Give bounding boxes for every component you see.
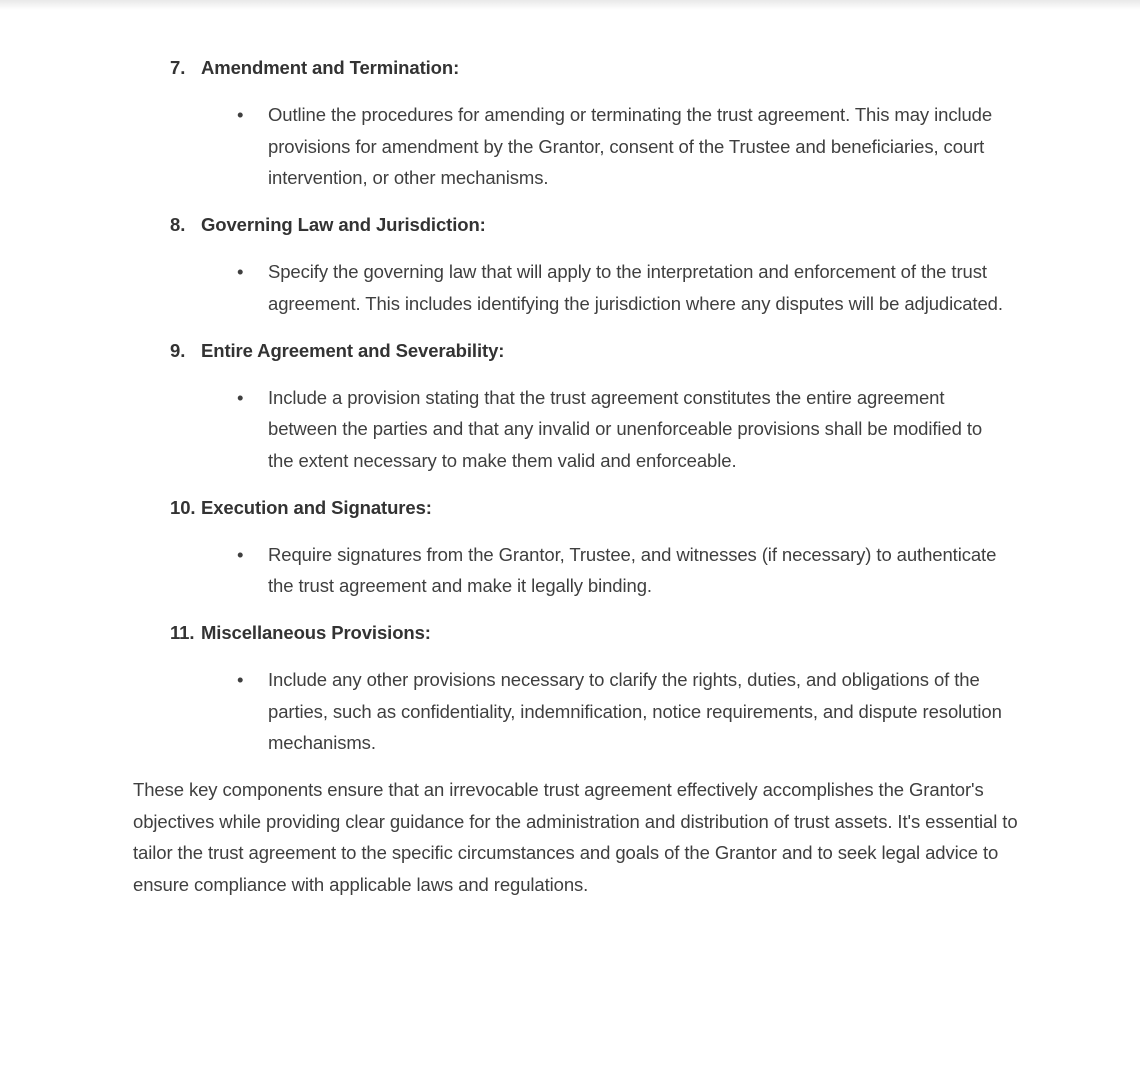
closing-paragraph: These key components ensure that an irrevocable trust agreement effectively accomplishes the Grantor's objectives while providing clear guidance for the administration and distribution of trust assets. It's essential to tailor the trust agreement to the specific circumstances and goals of the Grantor and to seek legal advice to ensure compliance with applicable laws and regulations. (133, 779, 1018, 895)
section-heading-text: Entire Agreement and Severability: (201, 339, 505, 361)
bullet-text: Require signatures from the Grantor, Trustee, and witnesses (if necessary) to authenticate the trust agreement and make it legally binding. (268, 543, 997, 596)
section-heading (170, 209, 1033, 241)
section-heading-text: Amendment and Termination: (201, 57, 460, 78)
bullet-icon: • (237, 669, 244, 690)
bullet-item (237, 539, 1033, 602)
list-section-11 (133, 617, 1033, 759)
bullet-text: Specify the governing law that will apply to the interpretation and enforcement of the trust agreement. This includes identifying the jurisdiction where any disputes will be adjudicated. (268, 261, 1003, 314)
section-heading-text: Execution and Signatures: (201, 496, 432, 518)
section-heading (170, 617, 1033, 649)
bullet-text: Include any other provisions necessary to clarify the rights, duties, and obligations of the parties, such as confidentiality, indemnification, notice requirements, and dispute resolution mechanisms. (268, 669, 1002, 753)
bullet-item (237, 256, 1033, 319)
section-heading (170, 52, 1033, 84)
section-heading (170, 492, 1033, 524)
bullet-icon: • (237, 104, 244, 125)
section-heading-text: Miscellaneous Provisions: (201, 622, 431, 643)
list-section-7 (133, 52, 1033, 194)
list-section-8 (133, 209, 1033, 319)
bullet-text: Include a provision stating that the trust agreement constitutes the entire agreement between the parties and that any invalid or unenforceable provisions shall be modified to the extent necessary to make them valid and enforceable. (268, 386, 983, 471)
section-number: 9. (170, 339, 186, 361)
bullet-item (237, 382, 1033, 477)
section-heading (170, 335, 1033, 367)
list-section-10 (133, 492, 1033, 602)
section-number: 11. (170, 622, 195, 643)
bullet-icon: • (237, 386, 244, 408)
bullet-icon: • (237, 543, 244, 565)
section-number: 10. (170, 496, 196, 518)
bullet-icon: • (237, 261, 244, 282)
document-body (133, 0, 1033, 900)
list-section-9 (133, 335, 1033, 477)
section-number: 8. (170, 214, 186, 235)
bullet-item (237, 664, 1033, 759)
bullet-item (237, 99, 1033, 194)
section-heading-text: Governing Law and Jurisdiction: (201, 214, 486, 235)
bullet-text: Outline the procedures for amending or terminating the trust agreement. This may include provisions for amendment by the Grantor, consent of the Trustee and beneficiaries, court intervention, or other mechanisms. (268, 104, 993, 188)
section-number: 7. (170, 57, 186, 78)
